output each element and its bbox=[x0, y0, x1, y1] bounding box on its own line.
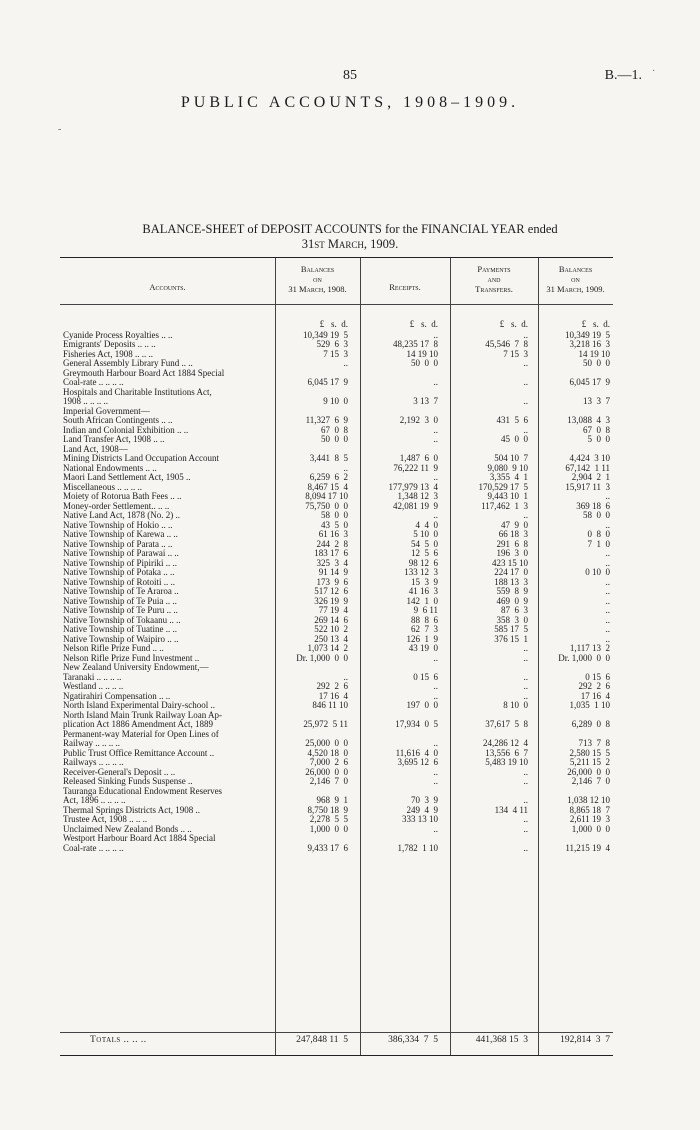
account-label: 1908 .. .. .. .. bbox=[63, 397, 108, 406]
cell-payments: .. bbox=[523, 377, 528, 387]
account-label: Coal-rate .. .. .. .. bbox=[63, 843, 124, 853]
cell-balances-1909: .. bbox=[605, 491, 610, 501]
account-label: General Assembly Library Fund .. .. bbox=[63, 359, 193, 368]
table-row bbox=[60, 435, 613, 445]
cell-payments: 8 10 0 bbox=[503, 700, 528, 710]
account-label: Indian and Colonial Exhibition .. .. bbox=[63, 425, 189, 435]
table-row bbox=[60, 720, 613, 730]
account-label: Released Sinking Funds Suspense .. bbox=[63, 777, 193, 786]
cell-receipts: 5 10 0 bbox=[413, 529, 438, 539]
account-label: Public Trust Office Remittance Account .. bbox=[63, 748, 215, 758]
cell-balances-1909: 713 7 8 bbox=[578, 738, 610, 748]
account-label: Tauranga Educational Endowment Reserves bbox=[63, 786, 223, 796]
cell-payments: .. bbox=[523, 814, 528, 824]
table-row bbox=[60, 359, 613, 369]
cell-payments: 7 15 3 bbox=[503, 348, 528, 359]
cell-payments: 66 18 3 bbox=[498, 529, 528, 539]
cell-receipts: 177,979 13 4 bbox=[388, 481, 438, 492]
cell-receipts: 48,235 17 8 bbox=[393, 339, 438, 349]
table-row bbox=[60, 378, 613, 388]
account-label: Permanent-way Material for Open Lines of bbox=[63, 729, 219, 739]
cell-balances-1909: 1,038 12 10 bbox=[567, 795, 610, 805]
cell-receipts: 3,695 12 6 bbox=[397, 757, 438, 767]
account-label: Trustee Act, 1908 .. .. .. bbox=[63, 815, 148, 824]
cell-payments: 431 5 6 bbox=[496, 415, 528, 425]
account-label: Greymouth Harbour Board Act 1884 Special bbox=[63, 368, 225, 378]
account-label: Native Land Act, 1878 (No. 2) .. bbox=[63, 511, 180, 520]
cell-balances-1909: .. bbox=[605, 605, 610, 615]
cell-balances-1909: 10,349 19 5 bbox=[565, 329, 610, 340]
cell-receipts: .. bbox=[433, 510, 438, 520]
cell-balances-1908: 1,073 14 2 bbox=[307, 643, 348, 653]
totals-row bbox=[60, 1035, 613, 1047]
account-label: Taranaki .. .. .. .. bbox=[63, 672, 122, 682]
unit-label: £ s. d. bbox=[581, 319, 610, 329]
cell-payments: 376 15 1 bbox=[494, 633, 528, 644]
cell-balances-1908: 173 9 6 bbox=[316, 576, 348, 587]
cell-balances-1909: 11,215 19 4 bbox=[565, 842, 610, 853]
table-row bbox=[60, 454, 613, 464]
cell-balances-1909: 13,088 4 3 bbox=[567, 415, 610, 425]
account-label: Native Township of Pipiriki .. .. bbox=[63, 558, 177, 568]
cell-payments: .. bbox=[523, 766, 528, 777]
cell-balances-1909: 8,865 18 7 bbox=[569, 804, 610, 815]
cell-receipts: 3 13 7 bbox=[413, 396, 438, 406]
cell-balances-1908: 25,000 0 0 bbox=[305, 738, 348, 748]
cell-payments: .. bbox=[523, 823, 528, 834]
account-label: Maori Land Settlement Act, 1905 .. bbox=[63, 473, 191, 482]
cell-balances-1909: .. bbox=[605, 519, 610, 530]
cell-balances-1908: 9,433 17 6 bbox=[307, 842, 348, 853]
cell-receipts: 4 4 0 bbox=[415, 519, 438, 530]
cell-receipts: 50 0 0 bbox=[411, 358, 438, 368]
unit-label: £ s. d. bbox=[499, 319, 528, 329]
cell-receipts: 333 13 10 bbox=[402, 814, 438, 824]
account-label: Fisheries Act, 1908 .. .. .. bbox=[63, 349, 153, 359]
cell-payments: 134 4 11 bbox=[494, 804, 528, 815]
header-payments: Payments and Transfers. bbox=[475, 264, 513, 294]
cell-receipts: 249 4 9 bbox=[406, 804, 438, 815]
page-number: 85 bbox=[343, 68, 357, 83]
sheet-title-date: 31st March, 1909. bbox=[301, 237, 399, 251]
account-label: Receiver-General's Deposit .. .. bbox=[63, 767, 176, 777]
cell-balances-1909: 15,917 11 3 bbox=[565, 481, 610, 492]
cell-balances-1909: .. bbox=[605, 614, 610, 625]
cell-payments: 559 8 9 bbox=[496, 586, 528, 596]
totals-label: Totals .. .. .. bbox=[90, 1035, 147, 1045]
cell-receipts: 98 12 6 bbox=[408, 557, 438, 568]
cell-balances-1909: 50 0 0 bbox=[583, 358, 610, 368]
cell-payments: .. bbox=[523, 795, 528, 805]
cell-balances-1909: .. bbox=[605, 624, 610, 634]
cell-payments: 45,546 7 8 bbox=[485, 339, 528, 349]
cell-receipts: 1,782 1 10 bbox=[397, 842, 438, 853]
cell-payments: .. bbox=[523, 396, 528, 406]
cell-payments: 170,529 17 5 bbox=[478, 481, 528, 492]
account-label: Native Township of Parata .. .. bbox=[63, 539, 173, 549]
deposit-ledger-table bbox=[60, 257, 613, 1056]
cell-receipts: .. bbox=[433, 766, 438, 777]
cell-payments: .. bbox=[523, 510, 528, 520]
cell-receipts: 76,222 11 9 bbox=[393, 462, 438, 473]
cell-balances-1909: 3,218 16 3 bbox=[569, 339, 610, 349]
cell-balances-1908: 9 10 0 bbox=[323, 396, 348, 406]
table-row bbox=[60, 397, 613, 407]
table-row bbox=[60, 350, 613, 360]
cell-receipts: 12 5 6 bbox=[411, 548, 438, 558]
totals-rule bbox=[60, 1032, 613, 1033]
cell-receipts: 41 16 3 bbox=[408, 586, 438, 596]
account-label: plication Act 1886 Amendment Act, 1889 bbox=[63, 720, 213, 729]
header-balances-1908: Balances on 31 March, 1908. bbox=[288, 264, 347, 294]
cell-payments: 188 13 3 bbox=[494, 576, 528, 587]
cell-balances-1908: 2,278 5 5 bbox=[309, 814, 348, 824]
cell-payments: 9,443 10 1 bbox=[487, 491, 528, 501]
table-row bbox=[60, 844, 613, 854]
account-label: Emigrants' Deposits .. .. .. bbox=[63, 340, 156, 349]
cell-balances-1908: 517 12 6 bbox=[314, 586, 348, 596]
totals-balances-1908: 247,848 11 5 bbox=[296, 1035, 348, 1045]
cell-receipts: 142 1 0 bbox=[406, 595, 438, 606]
cell-receipts: 54 5 0 bbox=[411, 538, 438, 549]
unit-label: £ s. d. bbox=[409, 319, 438, 329]
account-label: Miscellaneous .. .. .. .. bbox=[63, 482, 142, 492]
account-label: New Zealand University Endowment,— bbox=[63, 663, 209, 672]
page-reference: B.—1. bbox=[604, 68, 642, 83]
cell-balances-1908: 326 19 9 bbox=[314, 595, 348, 606]
account-label: Ngatirahiri Compensation .. .. bbox=[63, 691, 171, 701]
table-row bbox=[60, 663, 613, 673]
account-label: Imperial Government— bbox=[63, 406, 150, 416]
account-label: Native Township of Parawai .. .. bbox=[63, 549, 179, 558]
account-label: Coal-rate .. .. .. .. bbox=[63, 378, 124, 387]
cell-balances-1908: 17 16 4 bbox=[318, 690, 348, 701]
account-label: Moiety of Rotorua Bath Fees .. .. bbox=[63, 492, 182, 501]
account-label: Native Township of Tokaanu .. .. bbox=[63, 615, 181, 625]
cell-balances-1909: 1,117 13 2 bbox=[569, 643, 610, 653]
unit-row bbox=[60, 320, 613, 330]
cell-balances-1908: 7 15 3 bbox=[323, 348, 348, 359]
cell-balances-1909: 6,289 0 8 bbox=[571, 719, 610, 729]
cell-receipts: 11,616 4 0 bbox=[395, 747, 438, 758]
cell-balances-1909: 58 0 0 bbox=[583, 510, 610, 520]
cell-payments: 24,286 12 4 bbox=[483, 738, 528, 748]
account-label: North Island Experimental Dairy-school .. bbox=[63, 701, 215, 710]
cell-receipts: .. bbox=[433, 377, 438, 387]
account-label: Act, 1896 .. .. .. .. bbox=[63, 796, 126, 805]
cell-receipts: 88 8 6 bbox=[411, 614, 438, 625]
header-balances-1909: Balances on 31 March, 1909. bbox=[546, 264, 605, 294]
cell-receipts: 62 7 3 bbox=[411, 624, 438, 634]
cell-receipts: 14 19 10 bbox=[406, 348, 438, 359]
cell-receipts: .. bbox=[433, 472, 438, 482]
account-label: Native Township of Te Puru .. .. bbox=[63, 606, 178, 615]
cell-balances-1908: 4,520 18 0 bbox=[307, 747, 348, 758]
cell-payments: .. bbox=[523, 842, 528, 853]
account-label: Westport Harbour Board Act 1884 Special bbox=[63, 834, 216, 843]
cell-receipts: .. bbox=[433, 823, 438, 834]
cell-balances-1909: Dr. 1,000 0 0 bbox=[558, 652, 610, 663]
cell-payments: 13,556 6 7 bbox=[485, 747, 528, 758]
account-label: South African Contingents .. .. bbox=[63, 416, 173, 425]
cell-payments: 291 6 8 bbox=[496, 538, 528, 549]
cell-payments: 504 10 7 bbox=[494, 453, 528, 463]
account-label: Land Act, 1908— bbox=[63, 444, 128, 454]
cell-balances-1909: 2,580 15 5 bbox=[569, 747, 610, 758]
totals-balances-1909: 192,814 3 7 bbox=[560, 1035, 610, 1045]
ledger-rows bbox=[60, 320, 613, 853]
cell-receipts: .. bbox=[433, 652, 438, 663]
totals-receipts: 386,334 7 5 bbox=[388, 1035, 438, 1045]
cell-receipts: .. bbox=[433, 329, 438, 340]
cell-balances-1908: 8,094 17 10 bbox=[305, 491, 348, 501]
cell-balances-1908: 529 6 3 bbox=[316, 339, 348, 349]
table-row bbox=[60, 701, 613, 711]
cell-receipts: 15 3 9 bbox=[411, 576, 438, 587]
cell-payments: .. bbox=[523, 652, 528, 663]
cell-balances-1909: .. bbox=[605, 576, 610, 587]
cell-balances-1908: 61 16 3 bbox=[318, 529, 348, 539]
account-label: Unclaimed New Zealand Bonds .. .. bbox=[63, 824, 192, 834]
cell-balances-1908: 8,750 18 9 bbox=[307, 804, 348, 815]
cell-balances-1908: 250 13 4 bbox=[314, 633, 348, 644]
account-label: Native Township of Waipiro .. .. bbox=[63, 634, 179, 644]
cell-receipts: .. bbox=[433, 424, 438, 435]
cell-receipts: .. bbox=[433, 681, 438, 691]
account-label: Thermal Springs Districts Act, 1908 .. bbox=[63, 805, 200, 815]
totals-payments: 441,368 15 3 bbox=[475, 1035, 528, 1045]
cell-receipts: 9 6 11 bbox=[413, 605, 438, 615]
cell-balances-1909: 67,142 1 11 bbox=[565, 462, 610, 473]
cell-balances-1909: 5,211 15 2 bbox=[569, 757, 610, 767]
cell-balances-1908: 968 9 1 bbox=[316, 795, 348, 805]
header-receipts: Receipts. bbox=[389, 282, 421, 292]
cell-balances-1908: 50 0 0 bbox=[321, 434, 348, 444]
cell-payments: .. bbox=[523, 681, 528, 691]
cell-payments: 585 17 5 bbox=[494, 624, 528, 634]
cell-balances-1909: 1,035 1 10 bbox=[569, 700, 610, 710]
cell-balances-1909: 67 0 8 bbox=[583, 424, 610, 435]
cell-balances-1908: 91 14 9 bbox=[318, 567, 348, 577]
cell-payments: .. bbox=[523, 424, 528, 435]
cell-receipts: 1,487 6 0 bbox=[399, 453, 438, 463]
cell-receipts: 42,081 19 9 bbox=[393, 500, 438, 511]
cell-balances-1908: 75,750 0 0 bbox=[305, 500, 348, 511]
cell-receipts: .. bbox=[433, 738, 438, 748]
cell-balances-1908: 11,327 6 9 bbox=[305, 415, 348, 425]
cell-balances-1909: 0 8 0 bbox=[587, 529, 610, 539]
cell-balances-1908: 58 0 0 bbox=[321, 510, 348, 520]
cell-balances-1908: 269 14 6 bbox=[314, 614, 348, 625]
cell-balances-1909: .. bbox=[605, 586, 610, 596]
cell-balances-1909: .. bbox=[605, 548, 610, 558]
account-label: Land Transfer Act, 1908 .. .. bbox=[63, 435, 165, 444]
cell-payments: .. bbox=[523, 329, 528, 340]
cell-payments: 196 3 0 bbox=[496, 548, 528, 558]
account-label: Railway .. .. .. .. bbox=[63, 739, 120, 748]
account-label: Mining Districts Land Occupation Account bbox=[63, 454, 219, 463]
cell-balances-1909: 0 15 6 bbox=[585, 671, 610, 682]
cell-payments: 47 9 0 bbox=[501, 519, 528, 530]
cell-balances-1909: 7 1 0 bbox=[587, 538, 610, 549]
cell-balances-1908: 2,146 7 0 bbox=[309, 776, 348, 786]
account-label: National Endowments .. .. bbox=[63, 463, 157, 473]
cell-receipts: 2,192 3 0 bbox=[399, 415, 438, 425]
cell-balances-1908: .. bbox=[343, 462, 348, 473]
cell-balances-1908: 7,000 2 6 bbox=[309, 757, 348, 767]
page-title: PUBLIC ACCOUNTS, 1908–1909. bbox=[180, 94, 520, 111]
cell-balances-1909: 2,904 2 1 bbox=[571, 472, 610, 482]
table-row bbox=[60, 777, 613, 787]
cell-balances-1908: 183 17 6 bbox=[314, 548, 348, 558]
cell-balances-1908: 6,259 6 2 bbox=[309, 472, 348, 482]
account-label: Nelson Rifle Prize Fund .. .. bbox=[63, 644, 164, 653]
cell-balances-1908: 26,000 0 0 bbox=[305, 766, 348, 777]
cell-balances-1908: 77 19 4 bbox=[318, 605, 348, 615]
cell-balances-1908: 325 3 4 bbox=[316, 557, 348, 568]
cell-balances-1909: 17 16 4 bbox=[580, 690, 610, 701]
cell-balances-1909: 292 2 6 bbox=[578, 681, 610, 691]
cell-payments: 358 3 0 bbox=[496, 614, 528, 625]
cell-balances-1909: 13 3 7 bbox=[583, 396, 610, 406]
cell-balances-1909: 14 19 10 bbox=[578, 348, 610, 359]
cell-receipts: 43 19 0 bbox=[408, 643, 438, 653]
cell-payments: 37,617 5 8 bbox=[485, 719, 528, 729]
cell-balances-1908: 1,000 0 0 bbox=[309, 823, 348, 834]
cell-balances-1909: 5 0 0 bbox=[587, 434, 610, 444]
account-label: Native Township of Te Puia .. .. bbox=[63, 596, 177, 606]
cell-payments: .. bbox=[523, 671, 528, 682]
account-label: Westland .. .. .. .. bbox=[63, 682, 124, 691]
cell-balances-1908: 6,045 17 9 bbox=[307, 377, 348, 387]
cell-balances-1908: 846 11 10 bbox=[312, 700, 348, 710]
cell-balances-1908: .. bbox=[343, 358, 348, 368]
cell-receipts: 126 1 9 bbox=[406, 633, 438, 644]
account-label: Native Township of Tuatine .. .. bbox=[63, 625, 177, 634]
stray-mark: · bbox=[652, 66, 656, 77]
account-label: Hospitals and Charitable Institutions Act, bbox=[63, 387, 212, 397]
cell-balances-1908: 10,349 19 5 bbox=[303, 329, 348, 340]
cell-balances-1909: 2,611 19 3 bbox=[569, 814, 610, 824]
cell-balances-1909: 26,000 0 0 bbox=[567, 766, 610, 777]
cell-payments: 9,080 9 10 bbox=[487, 462, 528, 473]
header-accounts: Accounts. bbox=[149, 282, 186, 292]
cell-payments: 224 17 0 bbox=[494, 567, 528, 577]
cell-balances-1909: 369 18 6 bbox=[576, 500, 610, 511]
cell-payments: .. bbox=[523, 776, 528, 786]
account-label: Native Township of Rotoiti .. .. bbox=[63, 577, 175, 587]
cell-payments: 423 15 10 bbox=[492, 557, 528, 568]
cell-balances-1908: 244 2 8 bbox=[316, 538, 348, 549]
cell-payments: 5,483 19 10 bbox=[485, 757, 528, 767]
cell-balances-1908: Dr. 1,000 0 0 bbox=[296, 652, 348, 663]
cell-payments: 45 0 0 bbox=[501, 434, 528, 444]
sheet-title bbox=[0, 222, 700, 252]
cell-balances-1908: 43 5 0 bbox=[321, 519, 348, 530]
cell-payments: .. bbox=[523, 643, 528, 653]
cell-receipts: 197 0 0 bbox=[406, 700, 438, 710]
cell-balances-1908: 67 0 8 bbox=[321, 424, 348, 435]
cell-payments: 117,462 1 3 bbox=[481, 500, 528, 511]
account-label: Native Township of Potaka .. .. bbox=[63, 568, 175, 577]
account-label: Money-order Settlement.. .. .. bbox=[63, 501, 170, 511]
account-label: Nelson Rifle Prize Fund Investment .. bbox=[63, 653, 200, 663]
cell-balances-1909: 2,146 7 0 bbox=[571, 776, 610, 786]
account-label: Railways .. .. .. .. bbox=[63, 758, 124, 767]
cell-balances-1908: .. bbox=[343, 671, 348, 682]
cell-balances-1909: .. bbox=[605, 595, 610, 606]
cell-balances-1908: 522 10 2 bbox=[314, 624, 348, 634]
cell-payments: .. bbox=[523, 690, 528, 701]
cell-balances-1908: 3,441 8 5 bbox=[309, 453, 348, 463]
account-label: North Island Main Trunk Railway Loan Ap- bbox=[63, 710, 222, 720]
table-row bbox=[60, 654, 613, 664]
cell-balances-1909: .. bbox=[605, 633, 610, 644]
account-label: Native Township of Karewa .. .. bbox=[63, 530, 178, 539]
cell-balances-1908: 8,467 15 4 bbox=[307, 481, 348, 492]
cell-balances-1908: 25,972 5 11 bbox=[303, 719, 348, 729]
cell-receipts: .. bbox=[433, 690, 438, 701]
cell-balances-1909: .. bbox=[605, 557, 610, 568]
account-label: Cyanide Process Royalties .. .. bbox=[63, 330, 173, 340]
header-rule bbox=[60, 304, 613, 305]
cell-payments: .. bbox=[523, 358, 528, 368]
sheet-title-lead: BALANCE-SHEET of DEPOSIT ACCOUNTS for the FINANCIAL YEAR ended bbox=[142, 222, 558, 236]
cell-payments: 87 6 3 bbox=[501, 605, 528, 615]
cell-balances-1909: 4,424 3 10 bbox=[569, 453, 610, 463]
cell-receipts: 70 3 9 bbox=[411, 795, 438, 805]
cell-receipts: 0 15 6 bbox=[413, 671, 438, 682]
table-row bbox=[60, 825, 613, 835]
cell-balances-1909: 0 10 0 bbox=[585, 567, 610, 577]
unit-label: £ s. d. bbox=[319, 319, 348, 329]
cell-receipts: .. bbox=[433, 434, 438, 444]
cell-payments: 469 0 9 bbox=[496, 595, 528, 606]
cell-receipts: 133 12 3 bbox=[404, 567, 438, 577]
cell-balances-1909: 6,045 17 9 bbox=[569, 377, 610, 387]
cell-balances-1908: 292 2 6 bbox=[316, 681, 348, 691]
stray-mark: - bbox=[58, 124, 62, 135]
account-label: Native Township of Hokio .. .. bbox=[63, 520, 173, 530]
cell-receipts: 17,934 0 5 bbox=[395, 719, 438, 729]
account-label: Native Township of Te Araroa .. bbox=[63, 587, 179, 596]
cell-receipts: 1,348 12 3 bbox=[397, 491, 438, 501]
cell-receipts: .. bbox=[433, 776, 438, 786]
cell-balances-1909: 1,000 0 0 bbox=[571, 823, 610, 834]
cell-payments: 3,355 4 1 bbox=[489, 472, 528, 482]
